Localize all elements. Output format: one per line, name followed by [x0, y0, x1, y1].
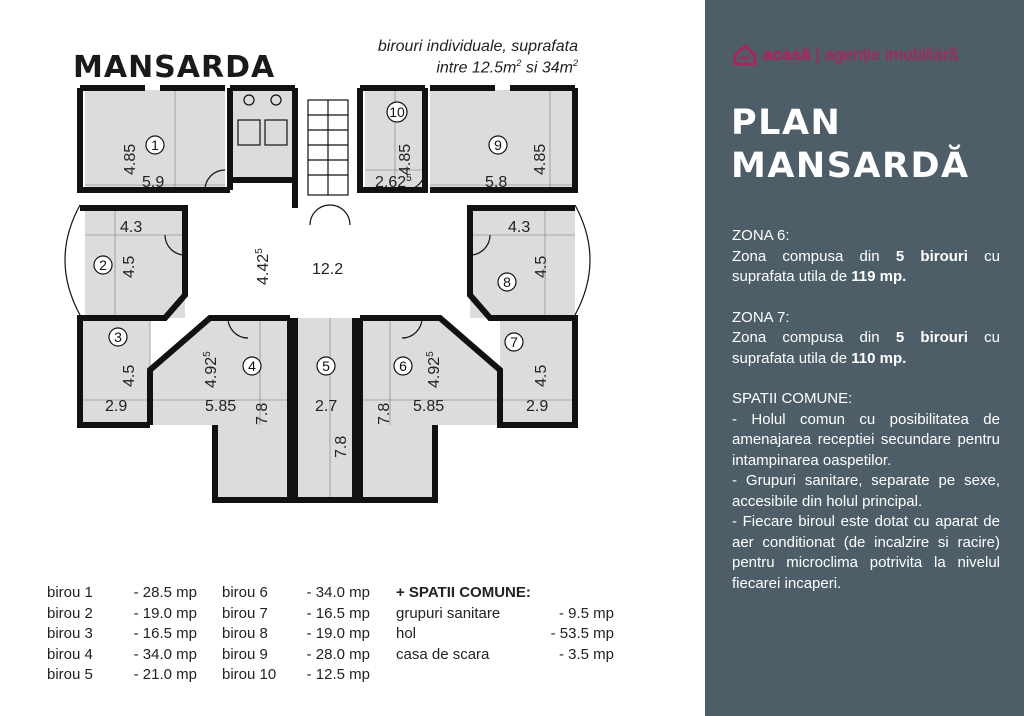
legend-value: - 28.0 mp [306, 645, 370, 663]
plan-title-line-1: PLAN [731, 103, 842, 143]
room-2-height: 4.5 [121, 255, 138, 278]
room-number-3 [109, 328, 127, 346]
zone7-area: 110 mp. [851, 349, 907, 367]
room-1-width: 5.9 [142, 174, 165, 191]
legend-value: - 12.5 mp [306, 666, 370, 683]
legend-label: birou 8 [222, 625, 268, 642]
legend-value: - 34.0 mp [306, 584, 370, 601]
svg-text:6: 6 [399, 358, 407, 374]
common-item-2: - Grupuri sanitare, separate pe sexe, accesibile din holul principal. [732, 472, 1000, 510]
page-title: MANSARDA [73, 50, 276, 85]
legend-row [47, 645, 197, 666]
legend-row [47, 604, 197, 625]
subtitle-line-2 [300, 55, 578, 76]
house-icon [733, 44, 757, 66]
legend-label: grupuri sanitare [396, 604, 501, 622]
room-6-height: 4.92$^5$ [425, 351, 443, 388]
room-6-balcony [360, 425, 435, 500]
brand-separator: | [815, 45, 820, 64]
legend-label: hol [396, 625, 417, 642]
room-number-9 [489, 136, 507, 154]
room-2-width: 4.3 [120, 219, 143, 236]
svg-text:4: 4 [248, 358, 256, 374]
subtitle-max-area: si 34m [521, 59, 573, 77]
bay-window-left [65, 205, 80, 315]
info-sidebar [705, 0, 1024, 716]
plan-title [731, 102, 970, 188]
zone7-text-a: Zona compusa din [732, 329, 896, 346]
legend-col-2 [222, 583, 370, 686]
subtitle-line-1: birouri individuale, suprafata [377, 38, 578, 55]
legend-row [222, 665, 370, 686]
svg-text:7: 7 [510, 334, 518, 350]
room-number-6 [394, 357, 412, 375]
zone6-title: ZONA 6: [732, 227, 790, 244]
legend-label: birou 7 [222, 604, 268, 622]
room-10-height: 4.85 [397, 143, 414, 175]
zone6-area: 119 mp. [851, 268, 907, 285]
legend-row [396, 624, 614, 645]
room-5-width: 2.7 [315, 398, 338, 415]
brand-name: acasă [763, 45, 811, 64]
room-number-10 [387, 102, 407, 122]
legend-row [222, 645, 370, 666]
hall-depth: 4.42$^5$ [254, 248, 272, 285]
legend-label: birou 9 [222, 645, 268, 663]
room-4-height: 4.92$^5$ [202, 351, 220, 388]
legend-value: - 16.5 mp [133, 625, 197, 642]
room-4-balcony [215, 425, 290, 500]
room-7-width: 2.9 [526, 398, 549, 415]
svg-text:2: 2 [99, 257, 107, 273]
legend-label: birou 2 [47, 604, 93, 622]
legend-value: - 16.5 mp [306, 604, 370, 622]
svg-text:1: 1 [151, 137, 159, 153]
room-9-width: 5.8 [485, 174, 508, 191]
sanitary-fill [230, 90, 295, 180]
room-3-height: 4.5 [121, 364, 138, 387]
legend-value: - 34.0 mp [133, 645, 197, 663]
room-9-height: 4.85 [532, 143, 549, 175]
legend-label: birou 10 [222, 666, 277, 683]
svg-text:3: 3 [114, 329, 122, 345]
zone6-description [732, 247, 1000, 288]
room-6-depth: 7.8 [376, 402, 393, 425]
zone7-text-c: cu suprafata utila de [732, 329, 1000, 367]
plan-title-line-2: MANSARDĂ [731, 146, 970, 186]
svg-text:5: 5 [322, 358, 330, 374]
subtitle-sup-2: 2 [572, 58, 578, 68]
legend-label: casa de scara [396, 645, 490, 663]
common-item-1: - Holul comun cu posibilitatea de amenajarea receptiei secundare pentru intampinarea oaspetilor. [732, 410, 1000, 469]
info-text [732, 226, 1000, 594]
common-item-3: - Fiecare biroul este dotat cu aparat de aer conditionat (de incalzire si racire) pentru microclima potrivita la nivelul fiecarei incaperi. [732, 513, 1000, 592]
hall-width: 12.2 [312, 261, 344, 278]
legend-value: - 28.5 mp [133, 584, 197, 601]
zone7-title: ZONA 7: [732, 308, 790, 326]
room-number-4 [243, 357, 261, 375]
agency-logo [733, 44, 958, 66]
legend-label: birou 1 [47, 584, 93, 601]
svg-text:9: 9 [494, 137, 502, 153]
legend-row [47, 665, 197, 686]
spacer [732, 369, 1000, 389]
legend-value: - 21.0 mp [133, 666, 197, 683]
room-8-height: 4.5 [533, 255, 550, 278]
room-5-height: 7.8 [333, 435, 350, 458]
spacer [732, 288, 1000, 308]
room-10-width: 2.62$^5$ [375, 173, 412, 191]
legend-label: birou 6 [222, 584, 268, 601]
legend-row [47, 624, 197, 645]
staircase [308, 100, 348, 195]
svg-text:8: 8 [503, 274, 511, 290]
legend-value: - 53.5 mp [550, 625, 614, 642]
legend-row [396, 604, 614, 625]
legend-label: birou 5 [47, 666, 93, 683]
room-3-width: 2.9 [105, 398, 128, 415]
legend-label: birou 3 [47, 625, 93, 642]
common-title: SPATII COMUNE: [732, 390, 853, 407]
legend-common-header: + SPATII COMUNE: [396, 584, 531, 601]
room-4-depth: 7.8 [254, 402, 271, 425]
agency-label: agenție imobiliară [824, 45, 958, 64]
legend-value: - 9.5 mp [558, 604, 614, 622]
legend-col-3 [396, 583, 614, 665]
legend-value: - 19.0 mp [306, 625, 370, 642]
bay-window-right [575, 205, 590, 315]
legend-row [222, 624, 370, 645]
page-subtitle [300, 38, 578, 76]
room-4-width: 5.85 [205, 398, 237, 415]
room-1-height: 4.85 [122, 143, 139, 175]
svg-text:10: 10 [389, 104, 405, 120]
zone6-offices: 5 birouri [895, 247, 968, 265]
subtitle-min-area: intre 12.5m [436, 59, 517, 77]
room-number-1 [146, 136, 164, 154]
legend-label: birou 4 [47, 645, 93, 663]
legend-row [396, 645, 614, 666]
room-number-8 [498, 273, 516, 291]
legend-col-1 [47, 583, 197, 686]
zone6-text-c: cu suprafata utila de [732, 247, 1000, 285]
room-6-width: 5.85 [413, 398, 445, 415]
room-7-height: 4.5 [533, 364, 550, 387]
legend-value: - 3.5 mp [558, 645, 614, 663]
zone6-text-a: Zona compusa din [732, 247, 896, 265]
floor-plan [50, 80, 600, 510]
legend-value: - 19.0 mp [133, 604, 197, 622]
room-number-2 [94, 256, 112, 274]
zone7-description [732, 328, 1000, 369]
subtitle-sup-1: 2 [516, 58, 522, 68]
room-8-width: 4.3 [508, 219, 531, 236]
room-number-5 [317, 357, 335, 375]
legend-row [47, 583, 197, 604]
zone7-offices: 5 birouri [895, 329, 968, 346]
room-number-7 [505, 333, 523, 351]
legend-row [222, 604, 370, 625]
legend-row [222, 583, 370, 604]
